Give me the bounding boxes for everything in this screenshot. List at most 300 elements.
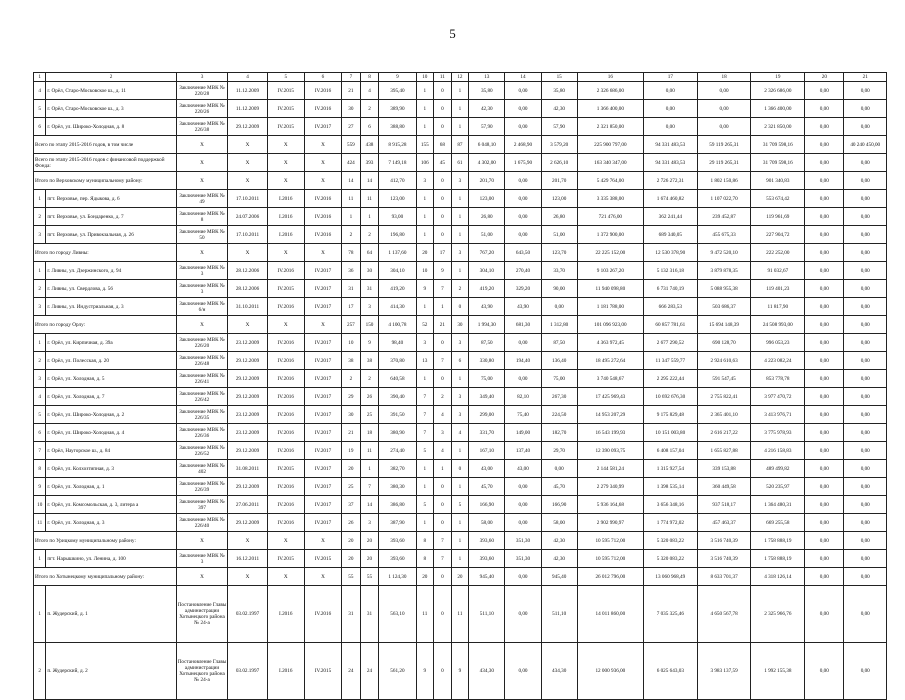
- table-cell: 1: [451, 550, 469, 568]
- table-cell: 0,00: [844, 643, 887, 700]
- table-cell: X: [176, 154, 228, 172]
- table-cell: 26,80: [469, 208, 505, 226]
- table-cell: 362 241,44: [643, 208, 697, 226]
- table-cell: 511,10: [469, 586, 505, 643]
- table-cell: 1: [416, 100, 434, 118]
- table-cell: 119 961,69: [751, 208, 805, 226]
- column-number: 11: [434, 73, 452, 82]
- table-cell: г. Ливны, ул. Индустриальная, д. 3: [46, 298, 176, 316]
- table-cell: 520 235,97: [751, 478, 805, 496]
- table-cell: 1 107 022,70: [697, 190, 751, 208]
- table-cell: 380,90: [379, 424, 416, 442]
- table-cell: 31.08.2011: [228, 460, 267, 478]
- table-cell: 30: [342, 100, 361, 118]
- table-cell: 9 175 829,48: [643, 406, 697, 424]
- table-cell: 0,00: [805, 643, 844, 700]
- table-cell: 370,80: [379, 352, 416, 370]
- table-cell: I.2016: [267, 643, 304, 700]
- table-cell: 4 363 972,45: [577, 334, 643, 352]
- table-cell: г. Орёл, ул. Кирпичная, д. 39а: [46, 334, 176, 352]
- table-cell: 2 295 222,44: [643, 370, 697, 388]
- table-cell: 31: [360, 280, 379, 298]
- table-cell: 17: [434, 244, 452, 262]
- table-cell: 43,00: [505, 460, 541, 478]
- table-cell: 10 692 676,30: [643, 388, 697, 406]
- table-cell: 20: [451, 568, 469, 586]
- table-cell: Заключение МВК № 397: [176, 496, 228, 514]
- table-cell: 3: [434, 424, 452, 442]
- table-cell: 16 543 199,93: [577, 424, 643, 442]
- table-cell: 1: [416, 370, 434, 388]
- table-cell: 224,50: [541, 406, 577, 424]
- table-cell: 3 516 740,39: [697, 532, 751, 550]
- table-cell: 29: [342, 388, 361, 406]
- table-cell: 419,20: [379, 280, 416, 298]
- table-cell: 3 983 137,59: [697, 643, 751, 700]
- table-cell: 0,00: [844, 280, 887, 298]
- table-cell: 24.07.2006: [228, 208, 267, 226]
- table-cell: г. Орёл, ул. Комсомольская, д. 3, литера а: [46, 496, 176, 514]
- table-cell: 167,10: [469, 442, 505, 460]
- table-cell: 721 476,00: [577, 208, 643, 226]
- table-cell: X: [267, 136, 304, 154]
- table-cell: 23.12.2009: [228, 424, 267, 442]
- table-cell: 2 279 340,99: [577, 478, 643, 496]
- table-cell: 10: [34, 496, 46, 514]
- table-cell: 0,00: [805, 532, 844, 550]
- table-cell: 29 119 265,31: [697, 154, 751, 172]
- table-cell: 149,00: [505, 424, 541, 442]
- table-cell: 299,00: [469, 406, 505, 424]
- table-cell: 1: [451, 82, 469, 100]
- table-cell: 257: [342, 316, 361, 334]
- table-cell: 10: [342, 334, 361, 352]
- table-cell: г. Орёл, ул. Колхозтипная, д. 3: [46, 460, 176, 478]
- table-cell: 24 508 993,00: [751, 316, 805, 334]
- table-cell: 1: [342, 208, 361, 226]
- table-cell: Заключение МВК № 226/40: [176, 514, 228, 532]
- table-cell: 23.12.2009: [228, 334, 267, 352]
- table-cell: 0,00: [505, 370, 541, 388]
- table-cell: 4: [360, 82, 379, 100]
- table-cell: 0,00: [805, 118, 844, 136]
- table-cell: 351,30: [505, 550, 541, 568]
- table-cell: X: [176, 316, 228, 334]
- table-cell: 0,00: [844, 118, 887, 136]
- table-cell: 03.02.1997: [228, 643, 267, 700]
- table-cell: 0: [434, 568, 452, 586]
- table-cell: X: [176, 172, 228, 190]
- table-cell: I.2016: [267, 190, 304, 208]
- table-cell: 7: [34, 442, 46, 460]
- table-cell: 561,20: [379, 643, 416, 700]
- table-cell: 16.12.2011: [228, 550, 267, 568]
- column-number: 5: [267, 73, 304, 82]
- table-cell: 1 372 900,00: [577, 226, 643, 244]
- table-cell: 901 340,83: [751, 172, 805, 190]
- table-cell: Заключение МВК № 226/38: [176, 118, 228, 136]
- table-cell: 51,00: [541, 226, 577, 244]
- column-number: 12: [451, 73, 469, 82]
- table-cell: 689 340,05: [643, 226, 697, 244]
- table-cell: 2 326 686,00: [577, 82, 643, 100]
- table-cell: 26,80: [541, 208, 577, 226]
- table-cell: 7: [360, 478, 379, 496]
- table-cell: 87,50: [541, 334, 577, 352]
- table-row: [34, 280, 887, 298]
- table-cell: 0: [451, 460, 469, 478]
- table-cell: 0: [434, 643, 452, 700]
- table-cell: 0,00: [805, 550, 844, 568]
- table-cell: 1: [451, 478, 469, 496]
- table-cell: 4 318 126,14: [751, 568, 805, 586]
- table-cell: Заключение МВК № 3: [176, 280, 228, 298]
- table-cell: 9: [434, 262, 452, 280]
- table-cell: 25: [342, 478, 361, 496]
- table-cell: 457 463,37: [697, 514, 751, 532]
- table-cell: 1: [451, 532, 469, 550]
- table-cell: IV.2016: [304, 190, 341, 208]
- table-cell: 2: [34, 352, 46, 370]
- table-cell: X: [304, 244, 341, 262]
- table-cell: IV.2015: [304, 643, 341, 700]
- table-cell: 11.12.2009: [228, 82, 267, 100]
- table-cell: 0,00: [805, 460, 844, 478]
- table-cell: X: [228, 172, 267, 190]
- table-cell: 3: [360, 298, 379, 316]
- table-cell: 3 879 878,35: [697, 262, 751, 280]
- column-number: 8: [360, 73, 379, 82]
- table-cell: X: [267, 154, 304, 172]
- table-cell: Заключение МВК № 226/42: [176, 388, 228, 406]
- table-cell: I.2016: [267, 208, 304, 226]
- table-cell: 0,00: [844, 514, 887, 532]
- table-cell: 136,40: [541, 352, 577, 370]
- table-cell: 119 401,23: [751, 280, 805, 298]
- table-cell: 380,30: [379, 478, 416, 496]
- table-cell: 0,00: [844, 424, 887, 442]
- table-cell: 2: [34, 280, 46, 298]
- table-cell: 24: [342, 643, 361, 700]
- table-cell: 30: [342, 406, 361, 424]
- table-cell: 3: [451, 406, 469, 424]
- table-cell: 182,70: [541, 424, 577, 442]
- table-cell: 0,00: [844, 532, 887, 550]
- table-cell: X: [176, 136, 228, 154]
- table-cell: 1: [416, 118, 434, 136]
- table-cell: 14 953 207,29: [577, 406, 643, 424]
- table-cell: 26: [360, 388, 379, 406]
- table-cell: 3: [451, 244, 469, 262]
- table-cell: 0,00: [805, 154, 844, 172]
- table-cell: 11: [451, 586, 469, 643]
- table-cell: 94 331 483,53: [643, 154, 697, 172]
- table-cell: г. Орёл, ул. Холодная, д. 7: [46, 388, 176, 406]
- column-number: 6: [304, 73, 341, 82]
- table-cell: IV.2016: [267, 298, 304, 316]
- table-cell: 0: [434, 226, 452, 244]
- table-cell: 45,70: [469, 478, 505, 496]
- table-cell: IV.2017: [304, 352, 341, 370]
- table-cell: X: [267, 532, 304, 550]
- table-cell: 2 902 990,97: [577, 514, 643, 532]
- table-cell: 17: [342, 298, 361, 316]
- table-cell: 1: [416, 190, 434, 208]
- table-cell: 591 547,45: [697, 370, 751, 388]
- table-cell: 0: [434, 118, 452, 136]
- table-cell: 0,00: [805, 280, 844, 298]
- table-cell: 75,00: [469, 370, 505, 388]
- table-cell: 7: [434, 352, 452, 370]
- table-cell: 2 321 850,00: [577, 118, 643, 136]
- table-row: [34, 298, 887, 316]
- table-row: [34, 478, 887, 496]
- table-cell: 0: [434, 586, 452, 643]
- table-cell: 945,40: [541, 568, 577, 586]
- table-cell: 10 595 712,00: [577, 550, 643, 568]
- table-cell: Заключение МВК № 3: [176, 262, 228, 280]
- table-cell: 20: [416, 244, 434, 262]
- table-cell: 2: [360, 226, 379, 244]
- table-cell: 0: [434, 478, 452, 496]
- table-cell: 9: [34, 478, 46, 496]
- table-cell: 29,70: [541, 442, 577, 460]
- table-cell: 0,00: [844, 406, 887, 424]
- table-cell: 0,00: [805, 568, 844, 586]
- table-cell: 38: [360, 352, 379, 370]
- table-cell: IV.2017: [304, 388, 341, 406]
- table-cell: 304,10: [469, 262, 505, 280]
- table-cell: X: [228, 532, 267, 550]
- table-cell: 13 060 968,49: [643, 568, 697, 586]
- table-cell: 434,30: [469, 643, 505, 700]
- table-cell: IV.2017: [304, 334, 341, 352]
- table-cell: 937 518,17: [697, 496, 751, 514]
- table-cell: 98,40: [379, 334, 416, 352]
- table-cell: 329,20: [505, 280, 541, 298]
- table-cell: 1: [416, 82, 434, 100]
- table-cell: 1: [451, 118, 469, 136]
- table-cell: 14: [360, 172, 379, 190]
- table-cell: 5 320 083,22: [643, 532, 697, 550]
- table-cell: 166,90: [469, 496, 505, 514]
- table-cell: 351,30: [505, 532, 541, 550]
- table-cell: 6 025 643,03: [643, 643, 697, 700]
- table-cell: 1: [434, 460, 452, 478]
- table-cell: п. Жудерский, д. 1: [46, 586, 176, 643]
- table-cell: 82,10: [505, 388, 541, 406]
- table-row: [34, 118, 887, 136]
- table-cell: 5: [451, 496, 469, 514]
- table-cell: 0: [434, 100, 452, 118]
- table-cell: 75,40: [505, 406, 541, 424]
- table-cell: IV.2017: [304, 370, 341, 388]
- table-cell: 1: [451, 190, 469, 208]
- table-row: [34, 643, 887, 700]
- table-cell: 28.12.2006: [228, 280, 267, 298]
- table-cell: 123,00: [541, 190, 577, 208]
- table-cell: 0,00: [805, 208, 844, 226]
- subtotal-row: [34, 568, 887, 586]
- table-cell: 43,00: [469, 460, 505, 478]
- table-row: [34, 460, 887, 478]
- table-cell: 40 240 450,00: [844, 136, 887, 154]
- table-cell: 0: [434, 208, 452, 226]
- subtotal-row: [34, 244, 887, 262]
- table-cell: Заключение МВК № 402: [176, 460, 228, 478]
- table-cell: 0,00: [643, 118, 697, 136]
- table-cell: 14: [360, 496, 379, 514]
- table-cell: 19: [342, 442, 361, 460]
- table-cell: 0,00: [844, 298, 887, 316]
- table-row: [34, 550, 887, 568]
- table-cell: 201,70: [469, 172, 505, 190]
- table-cell: 6: [451, 352, 469, 370]
- table-cell: 13: [416, 352, 434, 370]
- table-cell: 29.12.2009: [228, 388, 267, 406]
- table-cell: X: [228, 136, 267, 154]
- table-cell: IV.2015: [267, 280, 304, 298]
- table-cell: 0,00: [805, 388, 844, 406]
- table-cell: 123,00: [379, 190, 416, 208]
- table-cell: 0,00: [844, 388, 887, 406]
- table-cell: 106: [416, 154, 434, 172]
- table-cell: I.2016: [267, 226, 304, 244]
- table-cell: IV.2016: [267, 514, 304, 532]
- table-cell: 0,00: [697, 82, 751, 100]
- table-cell: 29.12.2009: [228, 514, 267, 532]
- table-cell: 227 904,72: [751, 226, 805, 244]
- table-cell: 10 151 003,80: [643, 424, 697, 442]
- table-cell: IV.2015: [267, 100, 304, 118]
- table-row: [34, 208, 887, 226]
- column-number: 17: [643, 73, 697, 82]
- table-cell: X: [228, 244, 267, 262]
- subtotal-row: [34, 136, 887, 154]
- table-cell: 43,90: [469, 298, 505, 316]
- table-cell: X: [176, 244, 228, 262]
- table-cell: IV.2016: [267, 406, 304, 424]
- table-cell: г. Орёл, ул. Широко-Холодная, д. 2: [46, 406, 176, 424]
- table-cell: 0,00: [805, 316, 844, 334]
- table-cell: X: [304, 172, 341, 190]
- table-cell: 5 429 764,00: [577, 172, 643, 190]
- table-cell: 222 252,00: [751, 244, 805, 262]
- table-cell: Постановление Главы администрации Хотынецкого района № 24-а: [176, 643, 228, 700]
- table-cell: 21: [342, 82, 361, 100]
- table-cell: 7: [416, 406, 434, 424]
- table-cell: 2: [34, 208, 46, 226]
- table-cell: 3 740 548,67: [577, 370, 643, 388]
- table-cell: 0,00: [697, 100, 751, 118]
- table-cell: 28.12.2006: [228, 262, 267, 280]
- table-cell: 6: [34, 118, 46, 136]
- table-cell: 0,00: [844, 154, 887, 172]
- table-cell: г. Ливны, ул. Свердлова, д. 56: [46, 280, 176, 298]
- table-cell: 393,60: [469, 550, 505, 568]
- table-cell: 5: [416, 496, 434, 514]
- table-cell: 0,00: [805, 298, 844, 316]
- table-cell: Заключение МВК № 226/35: [176, 406, 228, 424]
- table-cell: 42,30: [541, 532, 577, 550]
- table-cell: г. Ливны, ул. Дзержинского, д. 94: [46, 262, 176, 280]
- table-cell: 0,00: [505, 568, 541, 586]
- table-cell: IV.2017: [304, 460, 341, 478]
- table-cell: 26: [342, 514, 361, 532]
- table-cell: 5: [34, 100, 46, 118]
- table-cell: IV.2015: [267, 460, 304, 478]
- table-row: [34, 190, 887, 208]
- table-cell: 0,00: [505, 82, 541, 100]
- table-cell: 1: [34, 586, 46, 643]
- table-cell: 1 655 827,88: [697, 442, 751, 460]
- table-cell: IV.2017: [304, 298, 341, 316]
- table-cell: 93,00: [379, 208, 416, 226]
- table-cell: 75,00: [541, 370, 577, 388]
- table-cell: IV.2017: [304, 406, 341, 424]
- table-cell: пгт. Нарышкино, ул. Ленина, д. 100: [46, 550, 176, 568]
- table-cell: 0,00: [844, 442, 887, 460]
- table-cell: пгт. Верховье, ул. Привокзальная, д. 26: [46, 226, 176, 244]
- table-cell: IV.2017: [304, 118, 341, 136]
- table-cell: 0,00: [844, 82, 887, 100]
- subtotal-row: [34, 172, 887, 190]
- table-row: [34, 586, 887, 643]
- table-cell: 3: [34, 226, 46, 244]
- table-cell: 2: [451, 280, 469, 298]
- table-cell: 60 857 781,61: [643, 316, 697, 334]
- table-cell: IV.2015: [267, 550, 304, 568]
- table-cell: 20: [342, 532, 361, 550]
- table-cell: 3: [360, 514, 379, 532]
- table-cell: 0,00: [805, 82, 844, 100]
- table-cell: 137,40: [505, 442, 541, 460]
- table-cell: 55: [342, 568, 361, 586]
- table-cell: 8: [34, 460, 46, 478]
- table-cell: 9 103 267,20: [577, 262, 643, 280]
- table-cell: 0,00: [844, 262, 887, 280]
- table-cell: 22 225 152,00: [577, 244, 643, 262]
- table-cell: 57,90: [541, 118, 577, 136]
- table-row: [34, 334, 887, 352]
- table-cell: 6: [360, 118, 379, 136]
- table-cell: 0: [434, 172, 452, 190]
- subtotal-row: [34, 154, 887, 172]
- table-cell: 58,00: [541, 514, 577, 532]
- table-cell: 1 124,30: [379, 568, 416, 586]
- table-cell: 387,90: [379, 514, 416, 532]
- table-cell: 20: [360, 550, 379, 568]
- column-number: 1: [34, 73, 46, 82]
- table-cell: 29.12.2009: [228, 118, 267, 136]
- column-number: 16: [577, 73, 643, 82]
- table-cell: 23.12.2009: [228, 406, 267, 424]
- table-cell: 0,00: [505, 586, 541, 643]
- table-cell: 0,00: [805, 352, 844, 370]
- table-cell: X: [228, 154, 267, 172]
- table-cell: X: [176, 568, 228, 586]
- table-row: [34, 388, 887, 406]
- table-cell: 55: [360, 568, 379, 586]
- table-cell: 11 940 098,80: [577, 280, 643, 298]
- table-cell: 64: [360, 244, 379, 262]
- table-cell: 36: [342, 262, 361, 280]
- table-cell: X: [176, 532, 228, 550]
- table-cell: 553 674,42: [751, 190, 805, 208]
- table-cell: 7: [416, 424, 434, 442]
- table-cell: Заключение МВК № 3: [176, 550, 228, 568]
- table-cell: 123,00: [469, 190, 505, 208]
